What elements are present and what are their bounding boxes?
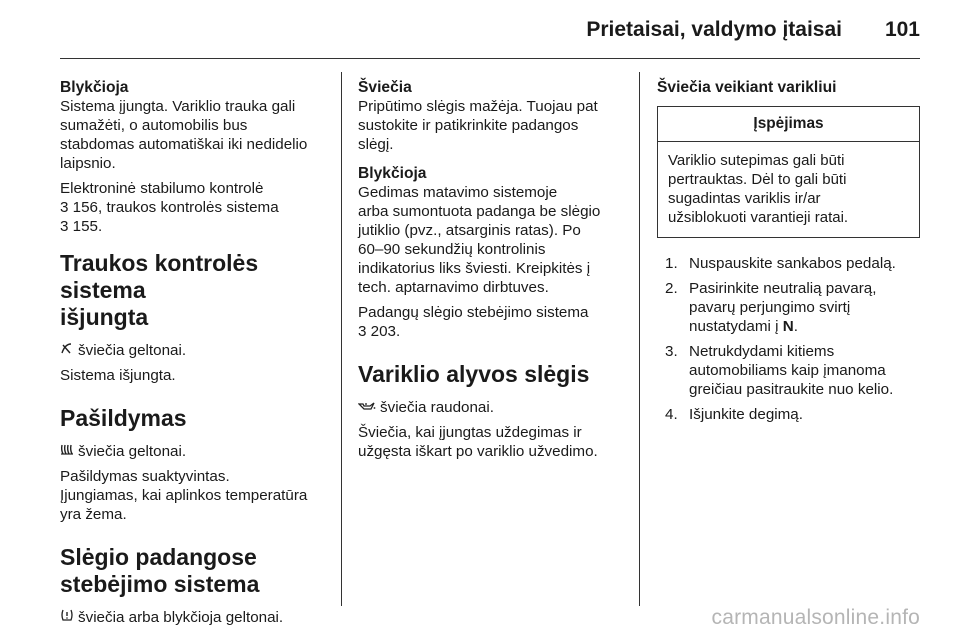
- column-1: [60, 78, 330, 633]
- lit-heading: Šviečia: [358, 79, 412, 96]
- tpms-heading: Slėgio padangose stebėjimo sistema: [60, 544, 260, 597]
- tc-off-status: šviečia geltonai.: [60, 341, 330, 360]
- oil-heading: Variklio alyvos slėgis: [358, 361, 590, 387]
- oil-status: šviečia raudonai.: [358, 398, 628, 417]
- glow-plug-icon: [60, 442, 74, 461]
- page-header: [0, 0, 960, 60]
- list-item: 1. Nuspauskite sankabos pedalą.: [665, 255, 896, 272]
- page-number: 101: [884, 18, 920, 41]
- column-divider-1: [341, 72, 342, 606]
- warning-title: Įspėjimas: [658, 107, 919, 142]
- blink-heading: Blykčioja: [60, 79, 129, 96]
- list-item: 2. Pasirinkite neutralią pavarą, pavarų perjungimo svirtį nustatydami į N.: [665, 280, 877, 335]
- oil-can-icon: [358, 398, 376, 417]
- warning-text: Variklio sutepimas gali būti pertrauktas. Dėl to gali būti sugadintas variklis ir/ar užsiblokuoti varantieji ratai.: [668, 152, 849, 226]
- tpms-status: šviečia arba blykčioja geltonai.: [60, 608, 330, 627]
- blink-text: Sistema įjungta. Variklio trauka gali sumažėti, o automobilis bus stabdomas automatiškai iki nedidelio laipsnio.: [60, 98, 308, 172]
- header-title: Prietaisai, valdymo įtaisai: [586, 18, 842, 41]
- tc-off-heading: Traukos kontrolės sistema išjungta: [60, 250, 259, 330]
- traction-off-icon: [60, 341, 74, 360]
- watermark: carmanualsonline.info: [711, 606, 920, 629]
- blink-text-2: Gedimas matavimo sistemoje arba sumontuota padanga be slėgio jutiklio (pvz., atsarginis ratas). Po 60–90 sekundžių kontrolinis indikatorius liks šviesti. Kreipkitės į tech. aptarnavimo dirbtuves.: [358, 184, 601, 296]
- blink-heading-2: Blykčioja: [358, 165, 427, 182]
- column-3: [657, 78, 920, 430]
- steps-list: [657, 254, 920, 424]
- column-2: [358, 78, 628, 467]
- preheat-status: šviečia geltonai.: [60, 442, 330, 461]
- running-heading: Šviečia veikiant varikliui: [657, 79, 837, 96]
- lit-text: Pripūtimo slėgis mažėja. Tuojau pat sustokite ir patikrinkite padangos slėgį.: [358, 98, 598, 153]
- column-divider-2: [639, 72, 640, 606]
- header-divider: [60, 58, 920, 59]
- list-item: 3. Netrukdydami kitiems automobiliams kaip įmanoma greičiau pasitraukite nuo kelio.: [665, 343, 894, 398]
- preheat-text: Pašildymas suaktyvintas. Įjungiamas, kai aplinkos temperatūra yra žema.: [60, 468, 308, 523]
- esc-reference: Elektroninė stabilumo kontrolė 3 156, traukos kontrolės sistema 3 155.: [60, 180, 279, 235]
- preheat-heading: Pašildymas: [60, 405, 187, 431]
- tc-off-text: Sistema išjungta.: [60, 367, 176, 384]
- warning-box: [657, 106, 920, 238]
- list-item: 4. Išjunkite degimą.: [665, 406, 803, 423]
- oil-text: Šviečia, kai įjungtas uždegimas ir užgęsta iškart po variklio užvedimo.: [358, 424, 598, 460]
- tire-pressure-icon: [60, 608, 74, 627]
- tpms-reference: Padangų slėgio stebėjimo sistema 3 203.: [358, 304, 589, 340]
